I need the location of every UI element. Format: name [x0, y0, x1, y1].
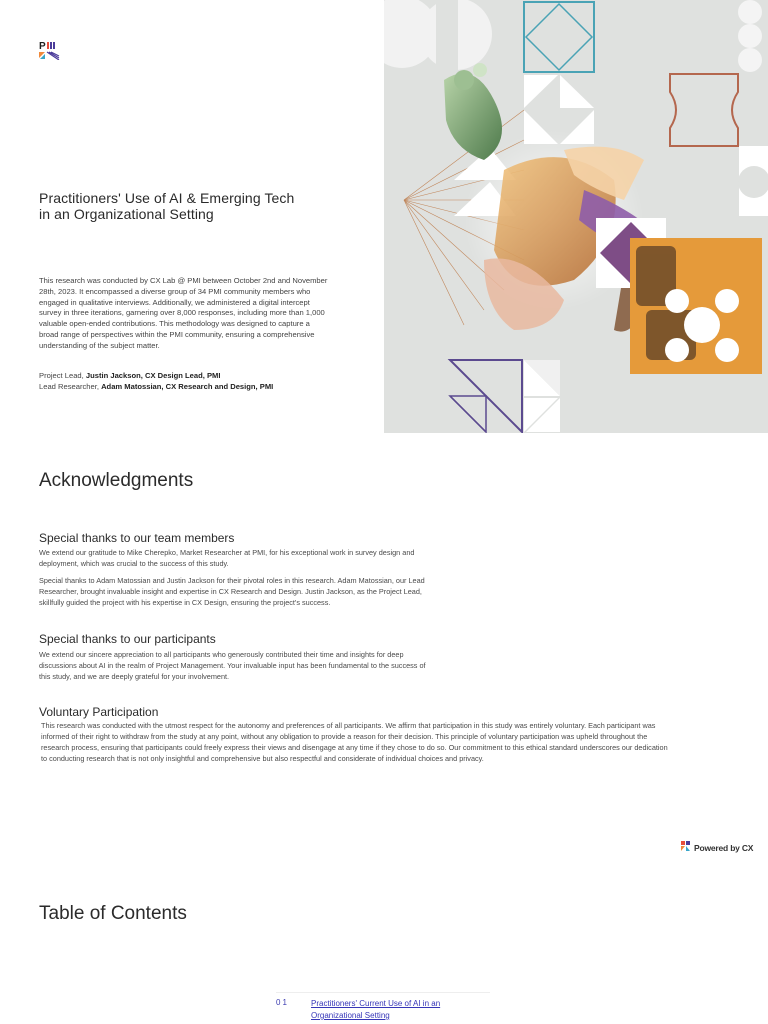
project-lead-label: Project Lead,	[39, 371, 84, 380]
pmi-mini-logo-icon	[681, 839, 691, 857]
powered-by-label: Powered by CX	[694, 843, 754, 853]
voluntary-participation-paragraph: This research was conducted with the utmost respect for the autonomy and preferences of all participants. We affirm that participation in this study was entirely voluntary. Each participant was informed of their right to withdraw from the study at any point, without any obligation to provide a reason for their decision. This principle of voluntary participation was upheld throughout the research process, ensuring that participants could freely express their views and disengage at any time if they chose to do so. Our commitment to this ethical standard underscores our dedication to conducting research that is not only insightful and comprehensive but also respectful and considerate of individual choices and privacy.	[41, 721, 668, 763]
lead-researcher-label: Lead Researcher,	[39, 381, 99, 391]
report-title-line2: in an Organizational Setting	[39, 206, 214, 222]
credits	[39, 371, 273, 393]
acknowledgments-heading: Acknowledgments	[39, 470, 194, 491]
intro-paragraph: This research was conducted by CX Lab @ PMI between October 2nd and November 28th, 2023. It encompassed a diverse group of 34 PMI community members who engaged in qualitative interviews. Additionally, we administered a digital intercept survey in three iterations, garnering over 8,000 responses, including more than 1,000 valuable open-ended contributions. This methodology was designed to capture a broad range of perspectives within the PMI community, ensuring a comprehensive understanding of the subject matter.	[39, 276, 328, 350]
svg-text:P: P	[39, 41, 46, 52]
team-thanks-paragraph-1: We extend our gratitude to Mike Cherepko, Market Researcher at PMI, for his exceptional work in survey design and deployment, which was crucial to the success of this study.	[39, 548, 415, 568]
participants-thanks-paragraph: We extend our sincere appreciation to all participants who generously contributed their time and insights for deep discussions about AI in the realm of Project Management. Your invaluable input has been fundamental to the success of this study, and we are deeply grateful for your involvement.	[39, 650, 426, 681]
toc-item-link[interactable]: Practitioners' Current Use of AI in an Organizational Setting	[311, 999, 441, 1020]
toc-divider	[276, 992, 490, 993]
lead-researcher-name: Adam Matossian, CX Research and Design, PMI	[101, 381, 274, 391]
toc-item-number: 01	[276, 998, 289, 1007]
powered-by-cx-badge	[681, 839, 753, 857]
toc-heading: Table of Contents	[39, 903, 187, 924]
project-lead-name: Justin Jackson, CX Design Lead, PMI	[85, 371, 221, 380]
lead-researcher-line	[39, 382, 273, 393]
report-title	[39, 190, 369, 222]
voluntary-participation-heading: Voluntary Participation	[39, 705, 159, 719]
participants-thanks-heading: Special thanks to our participants	[39, 632, 216, 646]
project-lead-line	[39, 371, 273, 382]
team-thanks-paragraph-2: Special thanks to Adam Matossian and Justin Jackson for their pivotal roles in this research. Adam Matossian, our Lead Researcher, brought invaluable insight and expertise in CX Research and Design. Justin Jackson, as the Project Lead, skillfully guided the project with his expertise in CX Design, ensuring the project's success.	[39, 576, 425, 607]
report-title-line1: Practitioners' Use of AI & Emerging Tech	[39, 190, 295, 206]
team-thanks-heading: Special thanks to our team members	[39, 531, 235, 545]
hero-illustration	[384, 0, 768, 433]
pmi-logo-icon	[39, 40, 61, 60]
